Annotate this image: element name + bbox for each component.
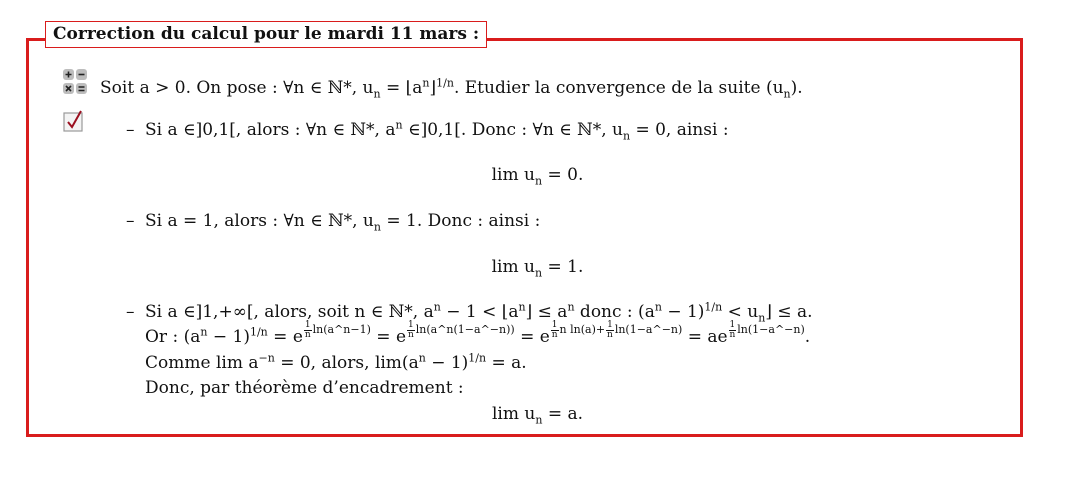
case-3-line-3: Comme $\lim a^{-n} = 0$, alors, $\lim(a^n - 1)^{1/n} = a$. — [145, 351, 527, 373]
page-title: Correction du calcul pour le mardi 11 mars : — [45, 21, 487, 48]
case-3-line-1: Si a ∈]1,+∞[, alors, soit n ∈ ℕ*, $a^n - 1$ < $⌊a^n⌋ \le a^n$ donc : $(a^n - 1)^{1/n}$ < $u_n⌋ \le a$. — [145, 300, 813, 325]
case-1-text: Si a ∈]0,1[, alors : ∀n ∈ ℕ*, $a^n$ ∈]0,1[. Donc : ∀n ∈ ℕ*, $u_n = 0$, ainsi : — [145, 118, 729, 143]
case-3-line-4: Donc, par théorème d’encadrement : — [145, 378, 464, 398]
case-1-result: $\lim u_n = 0$. — [491, 165, 584, 188]
bullet-dash: – — [126, 302, 135, 322]
bullet-dash: – — [126, 120, 135, 140]
case-2-result: $\lim u_n = 1$. — [491, 257, 584, 280]
case-3-line-2: Or : $(a^n - 1)^{1/n} = e$ $^{\frac{1}{n} ln(a\^{}n-1)}$ = e $^{\frac{1}{n} ln(a\^{}n(1-a\^{}-n))}$ = e $^{\frac{1}{n} n ln(a)+ \frac{1}{n} ln(1-a\^{}-n)}$ = ae $^{\frac{1}{n} ln(1-a\^{}-n)}$. — [145, 319, 811, 347]
case-2-text: Si a = 1, alors : ∀n ∈ ℕ*, $u_n = 1$. Donc : ainsi : — [145, 211, 541, 234]
exercise-statement: Soit a > 0. On pose : ∀n ∈ ℕ*, $u_n$ = $⌊a^n⌋^{1/n}$. Etudier la convergence de la suite $(u_n)$. — [100, 76, 803, 101]
bullet-dash: – — [126, 211, 135, 231]
checkbox-checked-icon[interactable] — [63, 110, 85, 132]
calculator-icon[interactable] — [62, 68, 88, 96]
case-3-result: $\lim u_n = a$. — [491, 404, 584, 427]
